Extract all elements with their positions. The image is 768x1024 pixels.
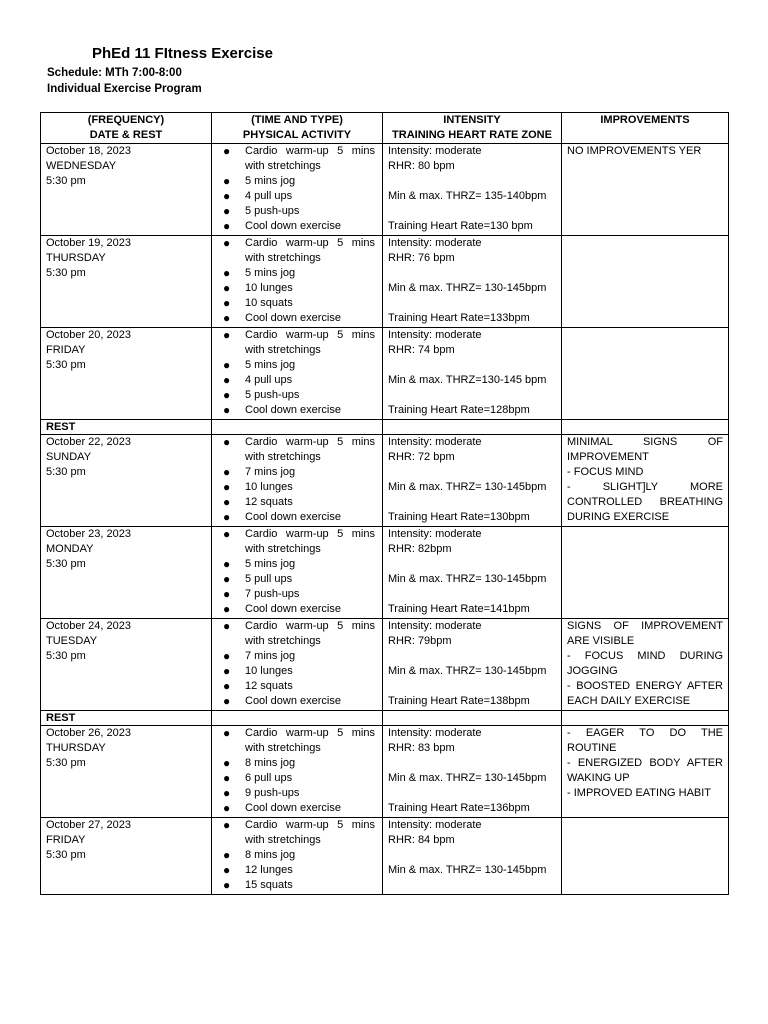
bullet-icon: ● [223, 465, 231, 479]
bullet-icon: ● [223, 296, 231, 310]
activity-text: 15 squats [245, 879, 293, 891]
table-header-row [41, 113, 729, 144]
date-cell [41, 619, 212, 711]
activity-text: Cardio warm-up 5 mins with stretchings [245, 436, 375, 463]
activity-list [217, 236, 377, 326]
activity-text: 10 lunges [245, 282, 293, 294]
bullet-icon: ● [223, 726, 231, 740]
header-line: TRAINING HEART RATE ZONE [392, 129, 552, 141]
bullet-icon: ● [223, 649, 231, 663]
improvement-note: SIGNS OF IMPROVEMENT ARE VISIBLE [567, 620, 723, 647]
activity-item [217, 510, 377, 525]
spacer [388, 495, 556, 510]
activity-text: Cardio warm-up 5 mins with stretchings [245, 145, 375, 172]
bullet-icon: ● [223, 587, 231, 601]
activity-item [217, 388, 377, 403]
intensity-level: Intensity: moderate [388, 819, 482, 831]
activity-text: Cardio warm-up 5 mins with stretchings [245, 528, 375, 555]
activity-text: 6 pull ups [245, 772, 293, 784]
activity-text: 8 mins jog [245, 757, 296, 769]
activity-item [217, 878, 377, 893]
intensity-cell [383, 435, 562, 527]
entry-date: October 23, 2023 [46, 528, 132, 540]
table-row [41, 435, 729, 527]
improvement-note: - ENERGIZED BODY AFTER WAKING UP [567, 757, 723, 784]
activity-item [217, 602, 377, 617]
resting-heart-rate: RHR: 79bpm [388, 635, 452, 647]
bullet-icon: ● [223, 219, 231, 233]
activity-cell [212, 435, 383, 527]
training-heart-rate: Training Heart Rate=138bpm [388, 695, 530, 707]
activity-list [217, 619, 377, 709]
activity-item [217, 266, 377, 281]
activity-text: 4 pull ups [245, 190, 293, 202]
activity-cell [212, 726, 383, 818]
activity-text: Cool down exercise [245, 404, 341, 416]
spacer [388, 679, 556, 694]
entry-date: October 19, 2023 [46, 237, 132, 249]
rest-row [41, 420, 729, 435]
intensity-level: Intensity: moderate [388, 528, 482, 540]
spacer [388, 266, 556, 281]
activity-text: 10 lunges [245, 481, 293, 493]
activity-item [217, 189, 377, 204]
rest-label: REST [41, 711, 212, 726]
spacer [388, 174, 556, 189]
activity-text: 7 push-ups [245, 588, 300, 600]
activity-list [217, 328, 377, 418]
thrz-range: Min & max. THRZ=130-145 bpm [388, 374, 547, 386]
rest-row [41, 711, 729, 726]
activity-text: 12 squats [245, 680, 293, 692]
table-row [41, 619, 729, 711]
date-cell [41, 236, 212, 328]
activity-item [217, 358, 377, 373]
bullet-icon: ● [223, 189, 231, 203]
header-line: IMPROVEMENTS [600, 114, 690, 126]
thrz-range: Min & max. THRZ= 130-145bpm [388, 665, 547, 677]
header-physical-activity [212, 113, 383, 144]
activity-item [217, 726, 377, 756]
date-cell [41, 527, 212, 619]
entry-time: 5:30 pm [46, 757, 86, 769]
activity-text: 5 push-ups [245, 389, 300, 401]
entry-time: 5:30 pm [46, 558, 86, 570]
entry-day: MONDAY [46, 543, 94, 555]
thrz-range: Min & max. THRZ= 130-145bpm [388, 573, 547, 585]
activity-text: Cool down exercise [245, 802, 341, 814]
improvement-note: - BOOSTED ENERGY AFTER EACH DAILY EXERCISE [567, 680, 723, 707]
improvement-note: - SLIGHT]LY MORE CONTROLLED BREATHING DURING EXERCISE [567, 481, 723, 523]
header-intensity [383, 113, 562, 144]
activity-cell [212, 328, 383, 420]
date-cell [41, 435, 212, 527]
header-line: INTENSITY [443, 114, 501, 126]
program-line: Individual Exercise Program [47, 83, 202, 95]
date-cell [41, 726, 212, 818]
activity-item [217, 664, 377, 679]
activity-text: 5 push-ups [245, 205, 300, 217]
table-row [41, 726, 729, 818]
activity-item [217, 236, 377, 266]
exercise-log-table [40, 112, 729, 895]
activity-text: 9 push-ups [245, 787, 300, 799]
entry-day: FRIDAY [46, 834, 86, 846]
entry-time: 5:30 pm [46, 650, 86, 662]
activity-cell [212, 144, 383, 236]
bullet-icon: ● [223, 403, 231, 417]
empty-cell [212, 711, 383, 726]
activity-text: 5 mins jog [245, 558, 296, 570]
activity-text: Cool down exercise [245, 312, 341, 324]
activity-cell [212, 818, 383, 895]
header-line: (TIME AND TYPE) [251, 114, 343, 126]
spacer [388, 786, 556, 801]
bullet-icon: ● [223, 694, 231, 708]
header-line: DATE & REST [89, 129, 163, 141]
bullet-icon: ● [223, 388, 231, 402]
date-cell [41, 818, 212, 895]
entry-time: 5:30 pm [46, 267, 86, 279]
training-heart-rate: Training Heart Rate=130bpm [388, 511, 530, 523]
improvement-note: - FOCUS MIND [567, 466, 644, 478]
table-body [41, 144, 729, 895]
entry-day: FRIDAY [46, 344, 86, 356]
document-title: PhEd 11 FItness Exercise [92, 45, 273, 62]
intensity-cell [383, 328, 562, 420]
spacer [388, 878, 556, 893]
activity-text: Cardio warm-up 5 mins with stretchings [245, 727, 375, 754]
entry-day: WEDNESDAY [46, 160, 117, 172]
improvement-note: - FOCUS MIND DURING JOGGING [567, 650, 723, 677]
bullet-icon: ● [223, 878, 231, 892]
activity-text: Cardio warm-up 5 mins with stretchings [245, 819, 375, 846]
bullet-icon: ● [223, 848, 231, 862]
activity-item [217, 619, 377, 649]
activity-item [217, 863, 377, 878]
activity-item [217, 801, 377, 816]
improvement-note: NO IMPROVEMENTS YER [567, 145, 702, 157]
activity-text: Cardio warm-up 5 mins with stretchings [245, 620, 375, 647]
activity-text: 10 squats [245, 297, 293, 309]
activity-text: 5 mins jog [245, 359, 296, 371]
activity-list [217, 726, 377, 816]
training-heart-rate: Training Heart Rate=141bpm [388, 603, 530, 615]
training-heart-rate: Training Heart Rate=128bpm [388, 404, 530, 416]
empty-cell [383, 711, 562, 726]
improvements-cell [562, 726, 729, 818]
bullet-icon: ● [223, 328, 231, 342]
intensity-cell [383, 619, 562, 711]
bullet-icon: ● [223, 174, 231, 188]
bullet-icon: ● [223, 311, 231, 325]
bullet-icon: ● [223, 863, 231, 877]
intensity-cell [383, 527, 562, 619]
resting-heart-rate: RHR: 76 bpm [388, 252, 455, 264]
improvements-cell [562, 236, 729, 328]
improvements-cell [562, 818, 729, 895]
bullet-icon: ● [223, 664, 231, 678]
entry-time: 5:30 pm [46, 359, 86, 371]
table-row [41, 818, 729, 895]
activity-item [217, 587, 377, 602]
spacer [388, 204, 556, 219]
activity-item [217, 219, 377, 234]
improvement-note: - IMPROVED EATING HABIT [567, 787, 712, 799]
activity-item [217, 311, 377, 326]
entry-time: 5:30 pm [46, 849, 86, 861]
header-improvements [562, 113, 729, 144]
bullet-icon: ● [223, 495, 231, 509]
activity-item [217, 174, 377, 189]
bullet-icon: ● [223, 144, 231, 158]
activity-list [217, 818, 377, 893]
table-row [41, 236, 729, 328]
activity-item [217, 527, 377, 557]
bullet-icon: ● [223, 818, 231, 832]
bullet-icon: ● [223, 510, 231, 524]
activity-item [217, 694, 377, 709]
activity-text: 12 squats [245, 496, 293, 508]
activity-text: 12 lunges [245, 864, 293, 876]
activity-item [217, 465, 377, 480]
bullet-icon: ● [223, 786, 231, 800]
activity-cell [212, 619, 383, 711]
improvement-note: - EAGER TO DO THE ROUTINE [567, 727, 723, 754]
entry-date: October 18, 2023 [46, 145, 132, 157]
date-cell [41, 144, 212, 236]
activity-text: 10 lunges [245, 665, 293, 677]
resting-heart-rate: RHR: 72 bpm [388, 451, 455, 463]
entry-day: SUNDAY [46, 451, 92, 463]
spacer [388, 358, 556, 373]
bullet-icon: ● [223, 557, 231, 571]
bullet-icon: ● [223, 373, 231, 387]
improvement-note: MINIMAL SIGNS OF IMPROVEMENT [567, 436, 723, 463]
bullet-icon: ● [223, 602, 231, 616]
activity-item [217, 281, 377, 296]
date-cell [41, 328, 212, 420]
activity-text: 5 pull ups [245, 573, 293, 585]
intensity-level: Intensity: moderate [388, 237, 482, 249]
activity-item [217, 756, 377, 771]
intensity-level: Intensity: moderate [388, 727, 482, 739]
intensity-level: Intensity: moderate [388, 436, 482, 448]
thrz-range: Min & max. THRZ= 130-145bpm [388, 772, 547, 784]
thrz-range: Min & max. THRZ= 135-140bpm [388, 190, 547, 202]
bullet-icon: ● [223, 236, 231, 250]
activity-item [217, 435, 377, 465]
resting-heart-rate: RHR: 80 bpm [388, 160, 455, 172]
empty-cell [562, 711, 729, 726]
intensity-level: Intensity: moderate [388, 620, 482, 632]
activity-text: Cool down exercise [245, 220, 341, 232]
activity-item [217, 649, 377, 664]
improvements-cell [562, 144, 729, 236]
bullet-icon: ● [223, 619, 231, 633]
activity-text: 4 pull ups [245, 374, 293, 386]
intensity-level: Intensity: moderate [388, 329, 482, 341]
entry-time: 5:30 pm [46, 466, 86, 478]
activity-item [217, 771, 377, 786]
bullet-icon: ● [223, 679, 231, 693]
activity-item [217, 557, 377, 572]
activity-item [217, 204, 377, 219]
entry-day: THURSDAY [46, 252, 106, 264]
thrz-range: Min & max. THRZ= 130-145bpm [388, 481, 547, 493]
bullet-icon: ● [223, 801, 231, 815]
improvements-cell [562, 619, 729, 711]
activity-text: Cardio warm-up 5 mins with stretchings [245, 329, 375, 356]
bullet-icon: ● [223, 771, 231, 785]
activity-text: Cool down exercise [245, 603, 341, 615]
entry-date: October 24, 2023 [46, 620, 132, 632]
entry-day: THURSDAY [46, 742, 106, 754]
entry-day: TUESDAY [46, 635, 98, 647]
bullet-icon: ● [223, 435, 231, 449]
activity-list [217, 144, 377, 234]
bullet-icon: ● [223, 204, 231, 218]
activity-text: Cool down exercise [245, 695, 341, 707]
improvements-cell [562, 328, 729, 420]
spacer [388, 587, 556, 602]
bullet-icon: ● [223, 358, 231, 372]
entry-date: October 20, 2023 [46, 329, 132, 341]
spacer [388, 756, 556, 771]
spacer [388, 649, 556, 664]
improvements-cell [562, 435, 729, 527]
activity-item [217, 373, 377, 388]
activity-text: Cardio warm-up 5 mins with stretchings [245, 237, 375, 264]
rest-label: REST [41, 420, 212, 435]
empty-cell [212, 420, 383, 435]
activity-list [217, 435, 377, 525]
bullet-icon: ● [223, 572, 231, 586]
activity-item [217, 144, 377, 174]
activity-text: 5 mins jog [245, 175, 296, 187]
resting-heart-rate: RHR: 83 bpm [388, 742, 455, 754]
activity-item [217, 572, 377, 587]
training-heart-rate: Training Heart Rate=130 bpm [388, 220, 533, 232]
empty-cell [383, 420, 562, 435]
intensity-cell [383, 144, 562, 236]
entry-date: October 26, 2023 [46, 727, 132, 739]
resting-heart-rate: RHR: 74 bpm [388, 344, 455, 356]
activity-text: 7 mins jog [245, 466, 296, 478]
activity-item [217, 679, 377, 694]
activity-text: 5 mins jog [245, 267, 296, 279]
activity-item [217, 296, 377, 311]
bullet-icon: ● [223, 480, 231, 494]
activity-text: 7 mins jog [245, 650, 296, 662]
activity-item [217, 403, 377, 418]
activity-list [217, 527, 377, 617]
empty-cell [562, 420, 729, 435]
table-row [41, 527, 729, 619]
intensity-cell [383, 818, 562, 895]
resting-heart-rate: RHR: 82bpm [388, 543, 452, 555]
entry-time: 5:30 pm [46, 175, 86, 187]
intensity-cell [383, 236, 562, 328]
activity-item [217, 480, 377, 495]
activity-item [217, 495, 377, 510]
header-line: PHYSICAL ACTIVITY [242, 129, 352, 141]
bullet-icon: ● [223, 527, 231, 541]
improvements-cell [562, 527, 729, 619]
header-date-rest [41, 113, 212, 144]
thrz-range: Min & max. THRZ= 130-145bpm [388, 864, 547, 876]
bullet-icon: ● [223, 266, 231, 280]
spacer [388, 557, 556, 572]
resting-heart-rate: RHR: 84 bpm [388, 834, 455, 846]
bullet-icon: ● [223, 756, 231, 770]
intensity-level: Intensity: moderate [388, 145, 482, 157]
spacer [388, 465, 556, 480]
spacer [388, 296, 556, 311]
activity-item [217, 848, 377, 863]
thrz-range: Min & max. THRZ= 130-145bpm [388, 282, 547, 294]
schedule-line: Schedule: MTh 7:00-8:00 [47, 67, 182, 79]
training-heart-rate: Training Heart Rate=133bpm [388, 312, 530, 324]
spacer [388, 388, 556, 403]
header-line: (FREQUENCY) [87, 114, 165, 126]
activity-text: 8 mins jog [245, 849, 296, 861]
entry-date: October 22, 2023 [46, 436, 132, 448]
table-row [41, 144, 729, 236]
activity-item [217, 328, 377, 358]
training-heart-rate: Training Heart Rate=136bpm [388, 802, 530, 814]
entry-date: October 27, 2023 [46, 819, 132, 831]
spacer [388, 848, 556, 863]
intensity-cell [383, 726, 562, 818]
activity-cell [212, 527, 383, 619]
activity-item [217, 786, 377, 801]
activity-text: Cool down exercise [245, 511, 341, 523]
bullet-icon: ● [223, 281, 231, 295]
activity-item [217, 818, 377, 848]
activity-cell [212, 236, 383, 328]
table-row [41, 328, 729, 420]
